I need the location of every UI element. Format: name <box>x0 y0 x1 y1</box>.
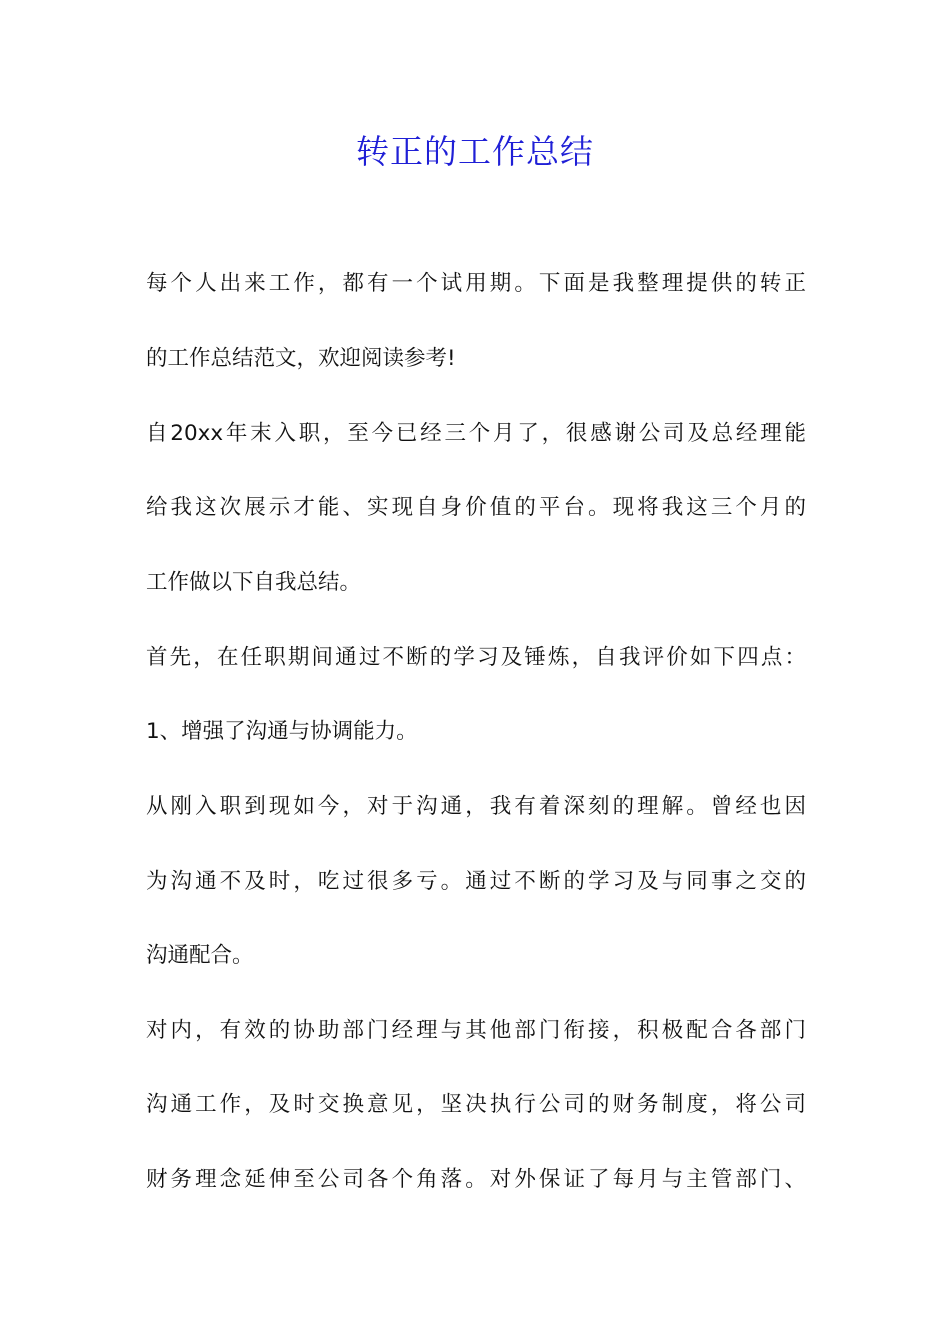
paragraph-line: 财务理念延伸至公司各个角落。对外保证了每月与主管部门、 <box>146 1167 806 1192</box>
paragraph-line: 对内，有效的协助部门经理与其他部门衔接，积极配合各部门 <box>146 1018 806 1043</box>
paragraph-line: 沟通工作，及时交换意见，坚决执行公司的财务制度，将公司 <box>146 1092 806 1117</box>
paragraph-line: 沟通配合。 <box>146 943 254 968</box>
document-title: 转正的工作总结 <box>356 132 594 171</box>
paragraph-line: 的工作总结范文，欢迎阅读参考! <box>146 346 456 371</box>
paragraph-line: 给我这次展示才能、实现自身价值的平台。现将我这三个月的 <box>146 495 806 520</box>
paragraph-line: 为沟通不及时，吃过很多亏。通过不断的学习及与同事之交的 <box>146 869 806 894</box>
paragraph-line: 1、增强了沟通与协调能力。 <box>146 719 418 744</box>
paragraph-line: 工作做以下自我总结。 <box>146 570 362 595</box>
paragraph-line: 自20xx年末入职，至今已经三个月了，很感谢公司及总经理能 <box>146 421 806 446</box>
paragraph-line: 每个人出来工作，都有一个试用期。下面是我整理提供的转正 <box>146 271 806 296</box>
paragraph-line: 首先，在任职期间通过不断的学习及锤炼，自我评价如下四点： <box>146 645 806 670</box>
paragraph-line: 从刚入职到现如今，对于沟通，我有着深刻的理解。曾经也因 <box>146 794 806 819</box>
